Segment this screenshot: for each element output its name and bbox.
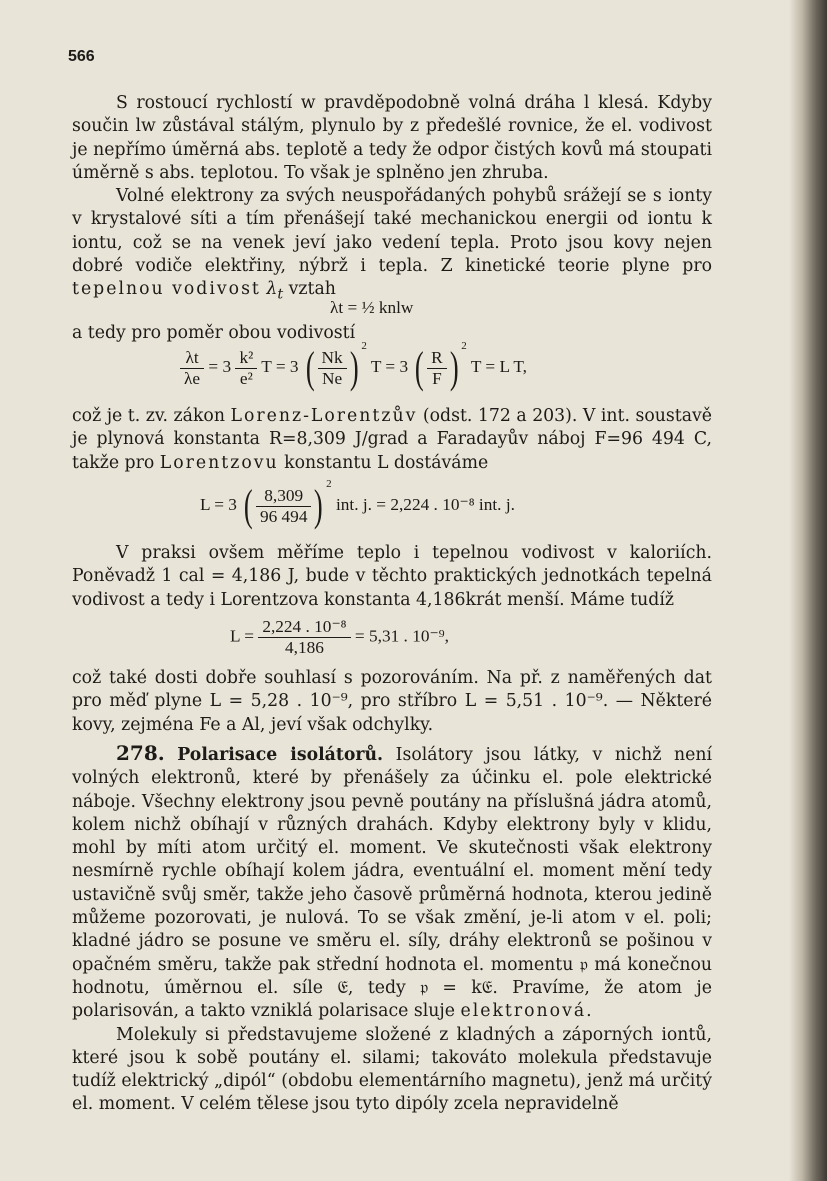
p3-part2: (odst. 172 a 203). V int. soustavě je plynová konstanta R=8,309 J/grad a Faradayův náboj F=96 494 C, takže pro: [72, 406, 713, 473]
paragraph-2-tail: vztah: [288, 279, 336, 300]
eq2-t2-num: Nk: [318, 348, 347, 369]
eq2-sq-2: 2: [461, 340, 467, 352]
paragraph-4: V praksi ovšem měříme teplo i tepelnou vodivost v kaloriích. Poněvadž 1 cal = 4,186 J, bude v těchto praktických jednotkách tepelná vodivost a tedy i Lorentzova konstanta 4,186krát menší. Máme tudíž: [72, 543, 712, 610]
eq3-num: 8,309: [256, 486, 312, 507]
eq4-lhs: L =: [230, 626, 254, 646]
p3-lorentz: Lorentzovu: [159, 452, 279, 473]
equation-3: L = 3 ( $\frac{8,309}{96 494}$ ) $^2$ int. j. = 2,224 . 10⁻⁸ int. j.: [200, 478, 515, 530]
p3-part1: což je t. zv. zákon: [72, 406, 225, 426]
eq2-t1-num: k²: [235, 348, 257, 369]
eq4-num: 2,224 . 10⁻⁸: [258, 617, 350, 638]
section-278: [72, 742, 712, 1117]
eq3-rhs: int. j. = 2,224 . 10⁻⁸ int. j.: [335, 494, 515, 514]
paragraph-6-spaced: elektronová.: [460, 1001, 594, 1022]
paragraph-block-4: [72, 542, 712, 612]
eq2-t3-after: T = L T,: [470, 356, 527, 376]
eq3-den: 96 494: [259, 506, 308, 526]
eq2-lhs-den: λe: [184, 368, 201, 388]
eq3-lhs: L = 3: [200, 494, 237, 514]
eq2-lhs-num: λt: [180, 348, 204, 369]
paragraph-block-1: [72, 92, 712, 307]
p3-lorenz: Lorenz-Lorentzův: [230, 406, 418, 426]
equation-4: [230, 617, 449, 658]
ratio-line: [72, 322, 712, 345]
paragraph-6: [72, 742, 712, 1024]
eq4-rhs: = 5,31 . 10⁻⁹,: [354, 626, 449, 646]
paragraph-block-5: [72, 667, 712, 737]
equation-1: λt = ½ knlw: [330, 298, 414, 317]
eq2-sq-1: 2: [361, 340, 367, 352]
paragraph-3: [72, 405, 712, 475]
eq3-sq: 2: [326, 478, 332, 490]
paragraph-2-body: Volné elektrony za svých neuspořádaných pohybů srážejí se s ionty v krystalové síti a tím přenášejí také mechanickou energii od iontu k iontu, což se na venek jeví jako vedení tepla. Proto jsou kovy nejen dobré vodiče elektřiny, nýbrž i tepla. Z kinetické teorie plyne pro: [72, 186, 712, 277]
section-title: Polarisace isolátorů.: [177, 745, 384, 765]
p3-part3: konstantu L dostáváme: [284, 452, 489, 473]
eq2-t2-den: Ne: [322, 368, 343, 388]
equation-2: $\frac{\lambda t}{\lambda e}$ = 3 $\frac{\text{k²}}{\text{e²}}$ T = 3 ( $\frac{Nk}{Ne}$ ) $^2$ T = 3 ( $\frac{R}{F}$ ) $^2$ T = L T,: [180, 346, 527, 390]
paragraph-2-spaced: tepelnou vodivost: [72, 279, 261, 300]
eq2-t1: = 3: [208, 356, 232, 376]
eq2-t2-after: T = 3: [370, 356, 409, 376]
paragraph-1: S rostoucí rychlostí w pravděpodobně volná dráha l klesá. Kdyby součin lw zůstával stálým, plynulo by z předešlé rovnice, že el. vodivost je nepřímo úměrná abs. teplotě a tedy že odpor čistých kovů má stoupati úměrně s abs. teplotou. To však je splněno jen zhruba.: [72, 93, 712, 183]
eq4-den: 4,186: [285, 638, 324, 657]
eq2-t1-den: e²: [239, 368, 253, 388]
section-number: 278.: [116, 741, 165, 765]
ratio-text: a tedy pro poměr obou vodivostí: [72, 323, 356, 343]
paragraph-7: Molekuly si představujeme složené z kladných a záporných iontů, které jsou k sobě poutány el. silami; takováto molekula představuje tudíž elektrický „dipól“ (obdobu elementárního magnetu), jenž má určitý el. moment. V celém tělese jsou tyto dipóly zcela nepravidelně: [72, 1024, 712, 1115]
paragraph-5: což také dosti dobře souhlasí s pozorováním. Na př. z naměřených dat pro měď plyne L = 5,28 . 10⁻⁹, pro stříbro L = 5,51 . 10⁻⁹. — Některé kovy, zejména Fe a Al, jeví však odchylky.: [72, 668, 712, 735]
eq2-t3-den: F: [432, 368, 442, 388]
paragraph-6-body: Isolátory jsou látky, v nichž není volných elektronů, které by přenášely za účinku el. pole elektrické náboje. Všechny elektrony jsou pevně poutány na příslušná jádra atomů, kolem nichž obíhají v různých drahách. Kdyby elektrony byly v klidu, mohl by míti atom určitý el. moment. Ve skutečnosti však elektrony nesmírně rychle obíhají kolem jádra, eventuální el. moment mění tedy ustavičně svůj směr, takže jeho časově průměrná hodnota, kterou jedině můžeme pozorovati, je nulová. To se však změní, je-li atom v el. poli; kladné jádro se posune ve směru el. síly, dráhy elektronů se pošinou v opačném směru, takže pak střední hodnota el. momentu 𝔭 má konečnou hodnotu, úměrnou el. síle 𝔈, tedy 𝔭 = k𝔈. Pravíme, že atom je polarisován, a takto vzniklá polarisace sluje: [72, 745, 713, 1022]
page-binding-shadow: [789, 0, 827, 1181]
page-number: 566: [68, 48, 95, 65]
paragraph-2: Volné elektrony za svých neuspořádaných pohybů srážejí se s ionty v krystalové síti a tím přenášejí také mechanickou energii od iontu k iontu, což se na venek jeví jako vedení tepla. Proto jsou kovy nejen dobré vodiče elektřiny, nýbrž i tepla. Z kinetické teorie plyne pro tepelnou vodivost $\lambda_t$ vztah: [72, 186, 712, 303]
paragraph-block-3: [72, 405, 712, 475]
eq2-t1-after: T = 3: [261, 356, 299, 376]
eq2-t3-num: R: [427, 348, 447, 369]
